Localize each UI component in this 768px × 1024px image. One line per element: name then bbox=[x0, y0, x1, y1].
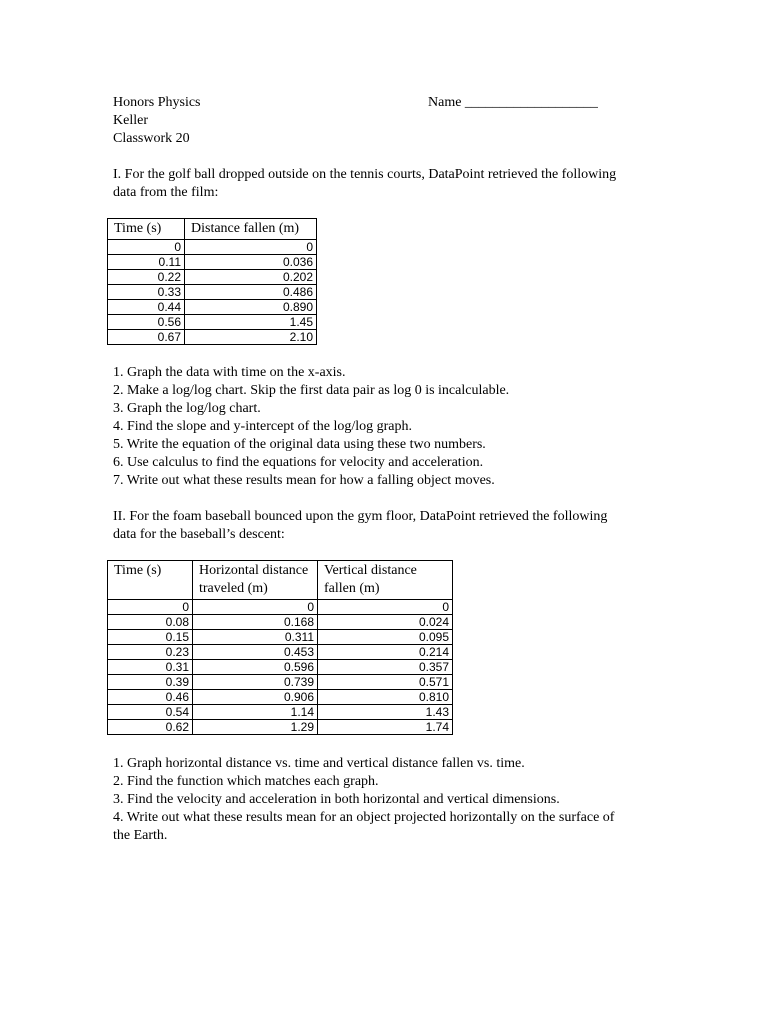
table-cell: 0 bbox=[108, 600, 193, 615]
table-cell: 0 bbox=[108, 240, 185, 255]
golf-ball-data-table bbox=[107, 218, 317, 345]
table-row bbox=[108, 330, 317, 345]
list-item: 6. Use calculus to find the equations for velocity and acceleration. bbox=[113, 455, 484, 470]
table-cell: 0.46 bbox=[108, 690, 193, 705]
table-cell: 1.74 bbox=[318, 720, 453, 735]
table-row bbox=[108, 270, 317, 285]
table-cell: 0.036 bbox=[185, 255, 317, 270]
part2-intro bbox=[113, 508, 663, 544]
table-cell: 0.39 bbox=[108, 675, 193, 690]
table-row bbox=[108, 615, 453, 630]
table-row bbox=[108, 645, 453, 660]
table-row bbox=[108, 600, 453, 615]
list-item: 3. Graph the log/log chart. bbox=[113, 401, 261, 416]
table-cell: 0 bbox=[318, 600, 453, 615]
list-item: 1. Graph horizontal distance vs. time and vertical distance fallen vs. time. bbox=[113, 756, 525, 771]
table-cell: 0.202 bbox=[185, 270, 317, 285]
table-cell: 0.33 bbox=[108, 285, 185, 300]
table-cell: 0.44 bbox=[108, 300, 185, 315]
table-header-row bbox=[108, 561, 453, 600]
column-header-time: Time (s) bbox=[108, 219, 185, 240]
table-row bbox=[108, 720, 453, 735]
table-row bbox=[108, 690, 453, 705]
table-cell: 0.15 bbox=[108, 630, 193, 645]
table-cell: 0.62 bbox=[108, 720, 193, 735]
list-item: 2. Find the function which matches each graph. bbox=[113, 774, 379, 789]
table-row bbox=[108, 675, 453, 690]
table-row bbox=[108, 705, 453, 720]
list-item: 2. Make a log/log chart. Skip the first data pair as log 0 is incalculable. bbox=[113, 383, 510, 398]
table-cell: 0.486 bbox=[185, 285, 317, 300]
table-cell: 0.67 bbox=[108, 330, 185, 345]
table-cell: 0.08 bbox=[108, 615, 193, 630]
table-cell: 0.311 bbox=[193, 630, 318, 645]
part1-intro-line: data from the film: bbox=[113, 185, 219, 200]
assignment-title: Classwork 20 bbox=[113, 131, 190, 146]
table-cell: 0.810 bbox=[318, 690, 453, 705]
table-cell: 0.024 bbox=[318, 615, 453, 630]
list-item: 3. Find the velocity and acceleration in both horizontal and vertical dimensions. bbox=[113, 792, 560, 807]
table-cell: 0.11 bbox=[108, 255, 185, 270]
table-cell: 0.890 bbox=[185, 300, 317, 315]
part2-steps bbox=[113, 755, 663, 845]
table-cell: 0.31 bbox=[108, 660, 193, 675]
table-header-row bbox=[108, 219, 317, 240]
table-cell: 0.453 bbox=[193, 645, 318, 660]
column-header-horizontal: Horizontal distance traveled (m) bbox=[193, 561, 318, 600]
part1-intro bbox=[113, 166, 663, 202]
header-block bbox=[113, 94, 201, 148]
table-cell: 0.095 bbox=[318, 630, 453, 645]
table-row bbox=[108, 660, 453, 675]
name-field-label: Name ___________________ bbox=[428, 95, 598, 110]
part2-intro-line: II. For the foam baseball bounced upon the gym floor, DataPoint retrieved the following bbox=[113, 509, 608, 524]
part1-steps bbox=[113, 364, 663, 490]
table-cell: 0.54 bbox=[108, 705, 193, 720]
list-item: 5. Write the equation of the original data using these two numbers. bbox=[113, 437, 486, 452]
table-cell: 1.45 bbox=[185, 315, 317, 330]
baseball-data-table bbox=[107, 560, 453, 735]
table-cell: 0.214 bbox=[318, 645, 453, 660]
table-cell: 0.571 bbox=[318, 675, 453, 690]
part1-intro-line: I. For the golf ball dropped outside on the tennis courts, DataPoint retrieved the following bbox=[113, 167, 617, 182]
table-cell: 0.56 bbox=[108, 315, 185, 330]
table-cell: 0.22 bbox=[108, 270, 185, 285]
column-header-vertical: Vertical distance fallen (m) bbox=[318, 561, 453, 600]
table-row bbox=[108, 630, 453, 645]
table-cell: 1.14 bbox=[193, 705, 318, 720]
table-cell: 0.23 bbox=[108, 645, 193, 660]
table-row bbox=[108, 255, 317, 270]
column-header-time: Time (s) bbox=[108, 561, 193, 600]
table-cell: 0.357 bbox=[318, 660, 453, 675]
table-row bbox=[108, 315, 317, 330]
course-title: Honors Physics bbox=[113, 95, 201, 110]
column-header-distance: Distance fallen (m) bbox=[185, 219, 317, 240]
table-row bbox=[108, 300, 317, 315]
table-row bbox=[108, 285, 317, 300]
list-item: 4. Write out what these results mean for an object projected horizontally on the surface of bbox=[113, 810, 615, 825]
table-cell: 2.10 bbox=[185, 330, 317, 345]
table-cell: 0 bbox=[193, 600, 318, 615]
list-item: 7. Write out what these results mean for how a falling object moves. bbox=[113, 473, 495, 488]
table-cell: 1.29 bbox=[193, 720, 318, 735]
table-row bbox=[108, 240, 317, 255]
table-cell: 0 bbox=[185, 240, 317, 255]
teacher-name: Keller bbox=[113, 113, 148, 128]
table-cell: 0.739 bbox=[193, 675, 318, 690]
table-cell: 0.906 bbox=[193, 690, 318, 705]
list-item: 1. Graph the data with time on the x-axis. bbox=[113, 365, 346, 380]
part2-intro-line: data for the baseball’s descent: bbox=[113, 527, 285, 542]
table-cell: 0.596 bbox=[193, 660, 318, 675]
list-item: the Earth. bbox=[113, 828, 168, 843]
list-item: 4. Find the slope and y-intercept of the log/log graph. bbox=[113, 419, 412, 434]
table-cell: 0.168 bbox=[193, 615, 318, 630]
table-cell: 1.43 bbox=[318, 705, 453, 720]
